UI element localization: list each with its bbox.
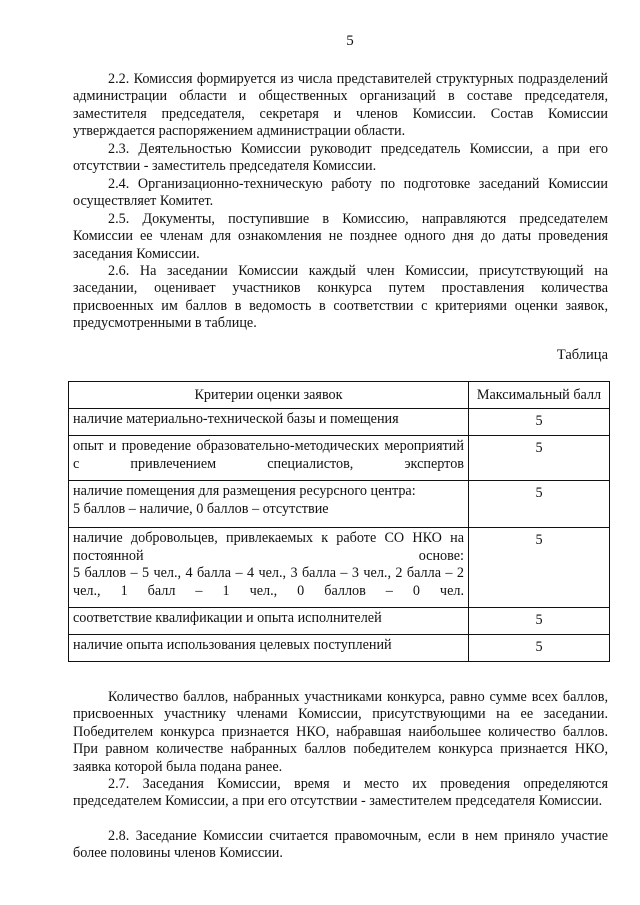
criterion-cell [69,528,469,608]
table-row [69,409,610,436]
table-row [69,436,610,481]
paragraph-2-7: 2.7. Заседания Комиссии, время и место их проведения определяются председателем Комиссии, а при его отсутствии - заместителем председателя Комиссии. [73,776,608,810]
criterion-line: наличие помещения для размещения ресурсного центра: [73,483,416,500]
page-number: 5 [346,33,354,49]
criterion-cell: наличие опыта использования целевых поступлений [69,635,469,662]
score-cell: 5 [469,608,610,635]
table-caption: Таблица [556,347,608,363]
paragraph-2-3: 2.3. Деятельностью Комиссии руководит председатель Комиссии, а при его отсутствии - заместитель председателя Комиссии. [73,141,608,175]
criterion-cell: наличие материально-технической базы и помещения [69,409,469,436]
table-header-row [69,382,610,409]
criterion-cell: опыт и проведение образовательно-методических мероприятий с привлечением специалистов, экспертов [69,436,469,481]
score-cell: 5 [469,481,610,528]
score-cell: 5 [469,436,610,481]
score-cell: 5 [469,409,610,436]
paragraph-score-summary: Количество баллов, набранных участниками конкурса, равно сумме всех баллов, присвоенных участнику членами Комиссии, присутствующими на ее заседании. Победителем конкурса признается НКО, набравшая наибольшее количество баллов. При равном количестве набранных баллов победителем конкурса признается НКО, заявка которой была подана ранее. [73,689,608,775]
header-criteria: Критерии оценки заявок [69,382,469,409]
criterion-line: 5 баллов – 5 чел., 4 балла – 4 чел., 3 балла – 3 чел., 2 балла – 2 чел., 1 балл – 1 чел., 0 баллов – 0 чел. [73,565,464,599]
table-row [69,635,610,662]
table-row [69,481,610,528]
criteria-table [68,381,610,662]
criterion-cell [69,481,469,528]
criterion-cell: соответствие квалификации и опыта исполнителей [69,608,469,635]
table-row [69,528,610,608]
paragraph-2-6: 2.6. На заседании Комиссии каждый член Комиссии, присутствующий на заседании, оценивает участников конкурса путем проставления количества присвоенных им баллов в ведомость в соответствии с критериями оценки заявок, предусмотренными в таблице. [73,263,608,332]
paragraph-2-4: 2.4. Организационно-техническую работу по подготовке заседаний Комиссии осуществляет Комитет. [73,176,608,210]
criterion-line: 5 баллов – наличие, 0 баллов – отсутствие [73,500,329,517]
header-max-score: Максимальный балл [469,382,610,409]
criterion-line: наличие добровольцев, привлекаемых к работе СО НКО на постоянной основе: [73,530,464,564]
table-row [69,608,610,635]
paragraph-2-8: 2.8. Заседание Комиссии считается правомочным, если в нем приняло участие более половины членов Комиссии. [73,828,608,862]
score-cell: 5 [469,635,610,662]
paragraph-2-2: 2.2. Комиссия формируется из числа представителей структурных подразделений администрации области и общественных организаций в составе председателя, заместителя председателя, секретаря и членов Комиссии. Состав Комиссии утверждается распоряжением администрации области. [73,71,608,140]
paragraph-2-5: 2.5. Документы, поступившие в Комиссию, направляются председателем Комиссии ее членам для ознакомления не позднее одного дня до даты проведения заседания Комиссии. [73,211,608,262]
score-cell: 5 [469,528,610,608]
